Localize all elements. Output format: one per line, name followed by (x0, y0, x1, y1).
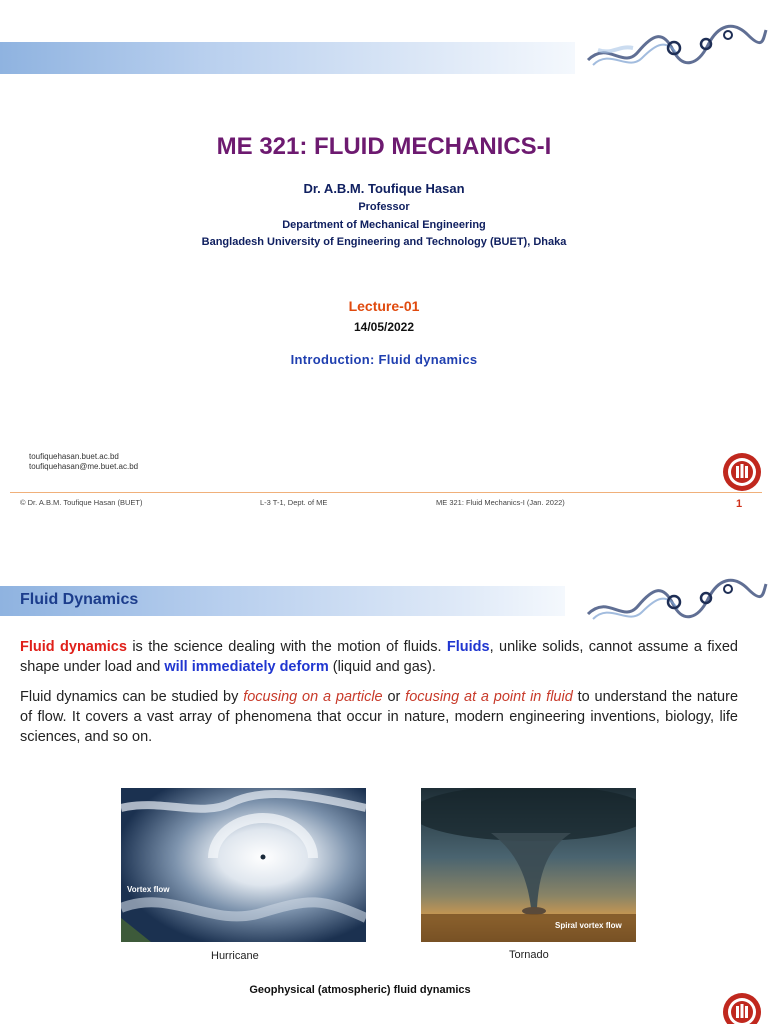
contact-emails (29, 452, 138, 472)
paragraph-text: (liquid and gas). (328, 659, 436, 675)
lecture-date: 14/05/2022 (353, 320, 415, 334)
footer-copyright: © Dr. A.B.M. Toufique Hasan (BUET) (20, 498, 143, 507)
email-web[interactable]: toufiquehasan.buet.ac.bd (29, 452, 119, 461)
content-slide (0, 560, 768, 1024)
paragraph-text: to understand the nature of flow. It covers a vast array of phenomena that occur in nature, modern engineering inventions, biology, life sciences, and so on. (20, 689, 739, 745)
paragraph-approach (20, 687, 738, 747)
buet-logo-icon (722, 452, 762, 492)
author-position: Professor (358, 201, 410, 213)
author-university: Bangladesh University of Engineering and Technology (BUET), Dhaka (201, 236, 567, 248)
paragraph-definition (20, 637, 738, 677)
paragraph-text: Fluid dynamics can be studied by (20, 689, 244, 705)
tornado-caption: Tornado (509, 949, 549, 961)
course-title: ME 321: FLUID MECHANICS-I (216, 133, 552, 160)
paragraph-text: is the science dealing with the motion of fluids. (126, 639, 447, 655)
footer-divider (10, 492, 762, 493)
buet-logo-icon (722, 992, 762, 1024)
author-name: Dr. A.B.M. Toufique Hasan (303, 181, 465, 196)
smoke-swirl-image (578, 564, 768, 634)
lecture-topic: Introduction: Fluid dynamics (290, 352, 478, 367)
paragraph-text: , unlike solids, cannot assume a fixed shape under load and (20, 639, 738, 675)
emphasis-particle: focusing on a particle (243, 689, 383, 705)
header-gradient-bar (0, 42, 575, 74)
term-fluids: Fluids (446, 639, 490, 655)
footer-course-term: L-3 T-1, Dept. of ME (260, 498, 328, 507)
slide-title: Fluid Dynamics (20, 591, 139, 608)
term-fluid-dynamics: Fluid dynamics (20, 639, 127, 655)
term-deform: will immediately deform (164, 659, 329, 675)
slide-gap (0, 520, 768, 560)
hurricane-caption: Hurricane (211, 950, 259, 962)
figure-caption: Geophysical (atmospheric) fluid dynamics (249, 984, 471, 996)
paragraph-text: or (382, 689, 406, 705)
lecture-number: Lecture-01 (348, 298, 420, 314)
tornado-image (421, 788, 636, 942)
smoke-swirl-image (578, 10, 768, 80)
vortex-flow-label: Vortex flow (127, 885, 170, 894)
email-address[interactable]: toufiquehasan@me.buet.ac.bd (29, 462, 139, 471)
author-department: Department of Mechanical Engineering (282, 219, 486, 231)
emphasis-point: focusing at a point in fluid (405, 689, 573, 705)
hurricane-image (121, 788, 366, 942)
footer-course-name: ME 321: Fluid Mechanics-I (Jan. 2022) (436, 498, 565, 507)
page-number: 1 (736, 498, 743, 510)
spiral-vortex-flow-label: Spiral vortex flow (555, 921, 622, 930)
